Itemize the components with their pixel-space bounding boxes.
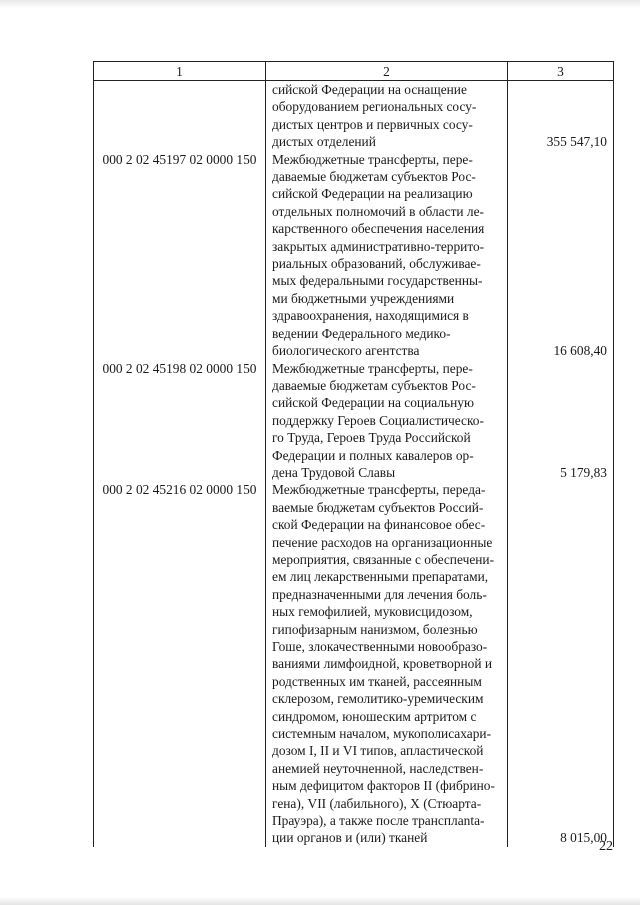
table-row [94,151,614,360]
description-line: мероприятия, связанные с обеспечени- [272,551,495,567]
description-line: отдельных полномочий в области ле- [272,203,485,219]
description-line: дистых центров и первичных сосу- [272,116,473,132]
description-line: Федерации и полных кавалеров ор- [272,447,474,463]
description-line: гипофизарным нанизмом, болезнью [272,621,478,637]
description-line: закрытых административно-террито- [272,238,485,254]
description-line: риальных образований, обслуживае- [272,256,481,272]
description-line: оборудованием региональных сосу- [272,99,477,115]
description-line: даваемые бюджетам субъектов Рос- [272,377,476,393]
description-line: предназначенными для лечения боль- [272,586,487,602]
budget-code: 000 2 02 45198 02 0000 150 [94,360,266,482]
description-line: ным дефицитом факторов II (фибрино- [272,778,495,794]
description-line: сийской Федерации на оснащение [272,82,467,97]
budget-table [93,61,614,847]
description-line: здравоохранения, находящимися в [272,308,469,324]
description-line: анемией неуточненной, наследствен- [272,760,484,776]
budget-code [94,81,266,151]
amount-value: 355 547,10 [508,81,614,151]
table-header-row [94,62,614,81]
description-line: системным началом, мукополисахари- [272,726,492,742]
row-description [266,151,508,360]
table-row [94,81,614,151]
row-description [266,360,508,482]
description-line: карственного обеспечения населения [272,221,485,237]
description-line: го Труда, Героев Труда Российской [272,430,471,446]
budget-code: 000 2 02 45216 02 0000 150 [94,481,266,847]
header-col-2: 2 [266,62,508,81]
description-line: ведении Федерального медико- [272,325,451,341]
description-line: Гоше, злокачественными новообразо- [272,639,488,654]
description-line: биологического агентства [272,343,420,359]
description-line: ваниями лимфоидной, кроветворной и [272,656,493,672]
description-line: ных гемофилией, муковисцидозом, [272,604,473,620]
table-row [94,360,614,482]
description-line: мых федеральными государственны- [272,273,483,289]
description-line: ции органов и (или) тканей [272,830,428,846]
description-line: дозом I, II и VI типов, апластической [272,743,484,759]
table-row [94,481,614,847]
description-line: Межбюджетные трансферты, переда- [272,482,486,498]
description-line: сийской Федерации на реализацию [272,186,473,202]
description-line: Межбюджетные трансферты, пере- [272,151,473,167]
amount-value: 8 015,00 [508,481,614,847]
description-line: склерозом, гемолитико-уремическим [272,691,484,707]
amount-value: 16 608,40 [508,151,614,360]
description-line: ми бюджетными учреждениями [272,290,455,306]
description-line: печение расходов на организационные [272,534,493,550]
page-number: 22 [599,839,613,854]
description-line: дистых отделений [272,134,376,150]
scan-top-edge [0,0,640,8]
description-line: синдромом, юношеским артритом с [272,708,477,724]
scan-bottom-edge [0,897,640,905]
row-description [266,81,508,151]
description-line: сийской Федерации на социальную [272,395,474,411]
budget-code: 000 2 02 45197 02 0000 150 [94,151,266,360]
description-line: ской Федерации на финансовое обес- [272,517,486,533]
amount-value: 5 179,83 [508,360,614,482]
description-line: ваемые бюджетам субъектов Россий- [272,499,484,515]
description-line: дена Трудовой Славы [272,464,396,480]
header-col-3: 3 [508,62,614,81]
description-line: даваемые бюджетам субъектов Рос- [272,169,476,185]
description-line: Прауэра), а также после трансплanta- [272,813,485,829]
description-line: Межбюджетные трансферты, пере- [272,360,473,376]
row-description [266,481,508,847]
description-line: поддержку Героев Социалистическо- [272,412,484,428]
description-line: гена), VII (лабильного), X (Стюарта- [272,795,482,811]
header-col-1: 1 [94,62,266,81]
description-line: родственных им тканей, рассеянным [272,673,482,689]
description-line: ем лиц лекарственными препаратами, [272,569,489,585]
